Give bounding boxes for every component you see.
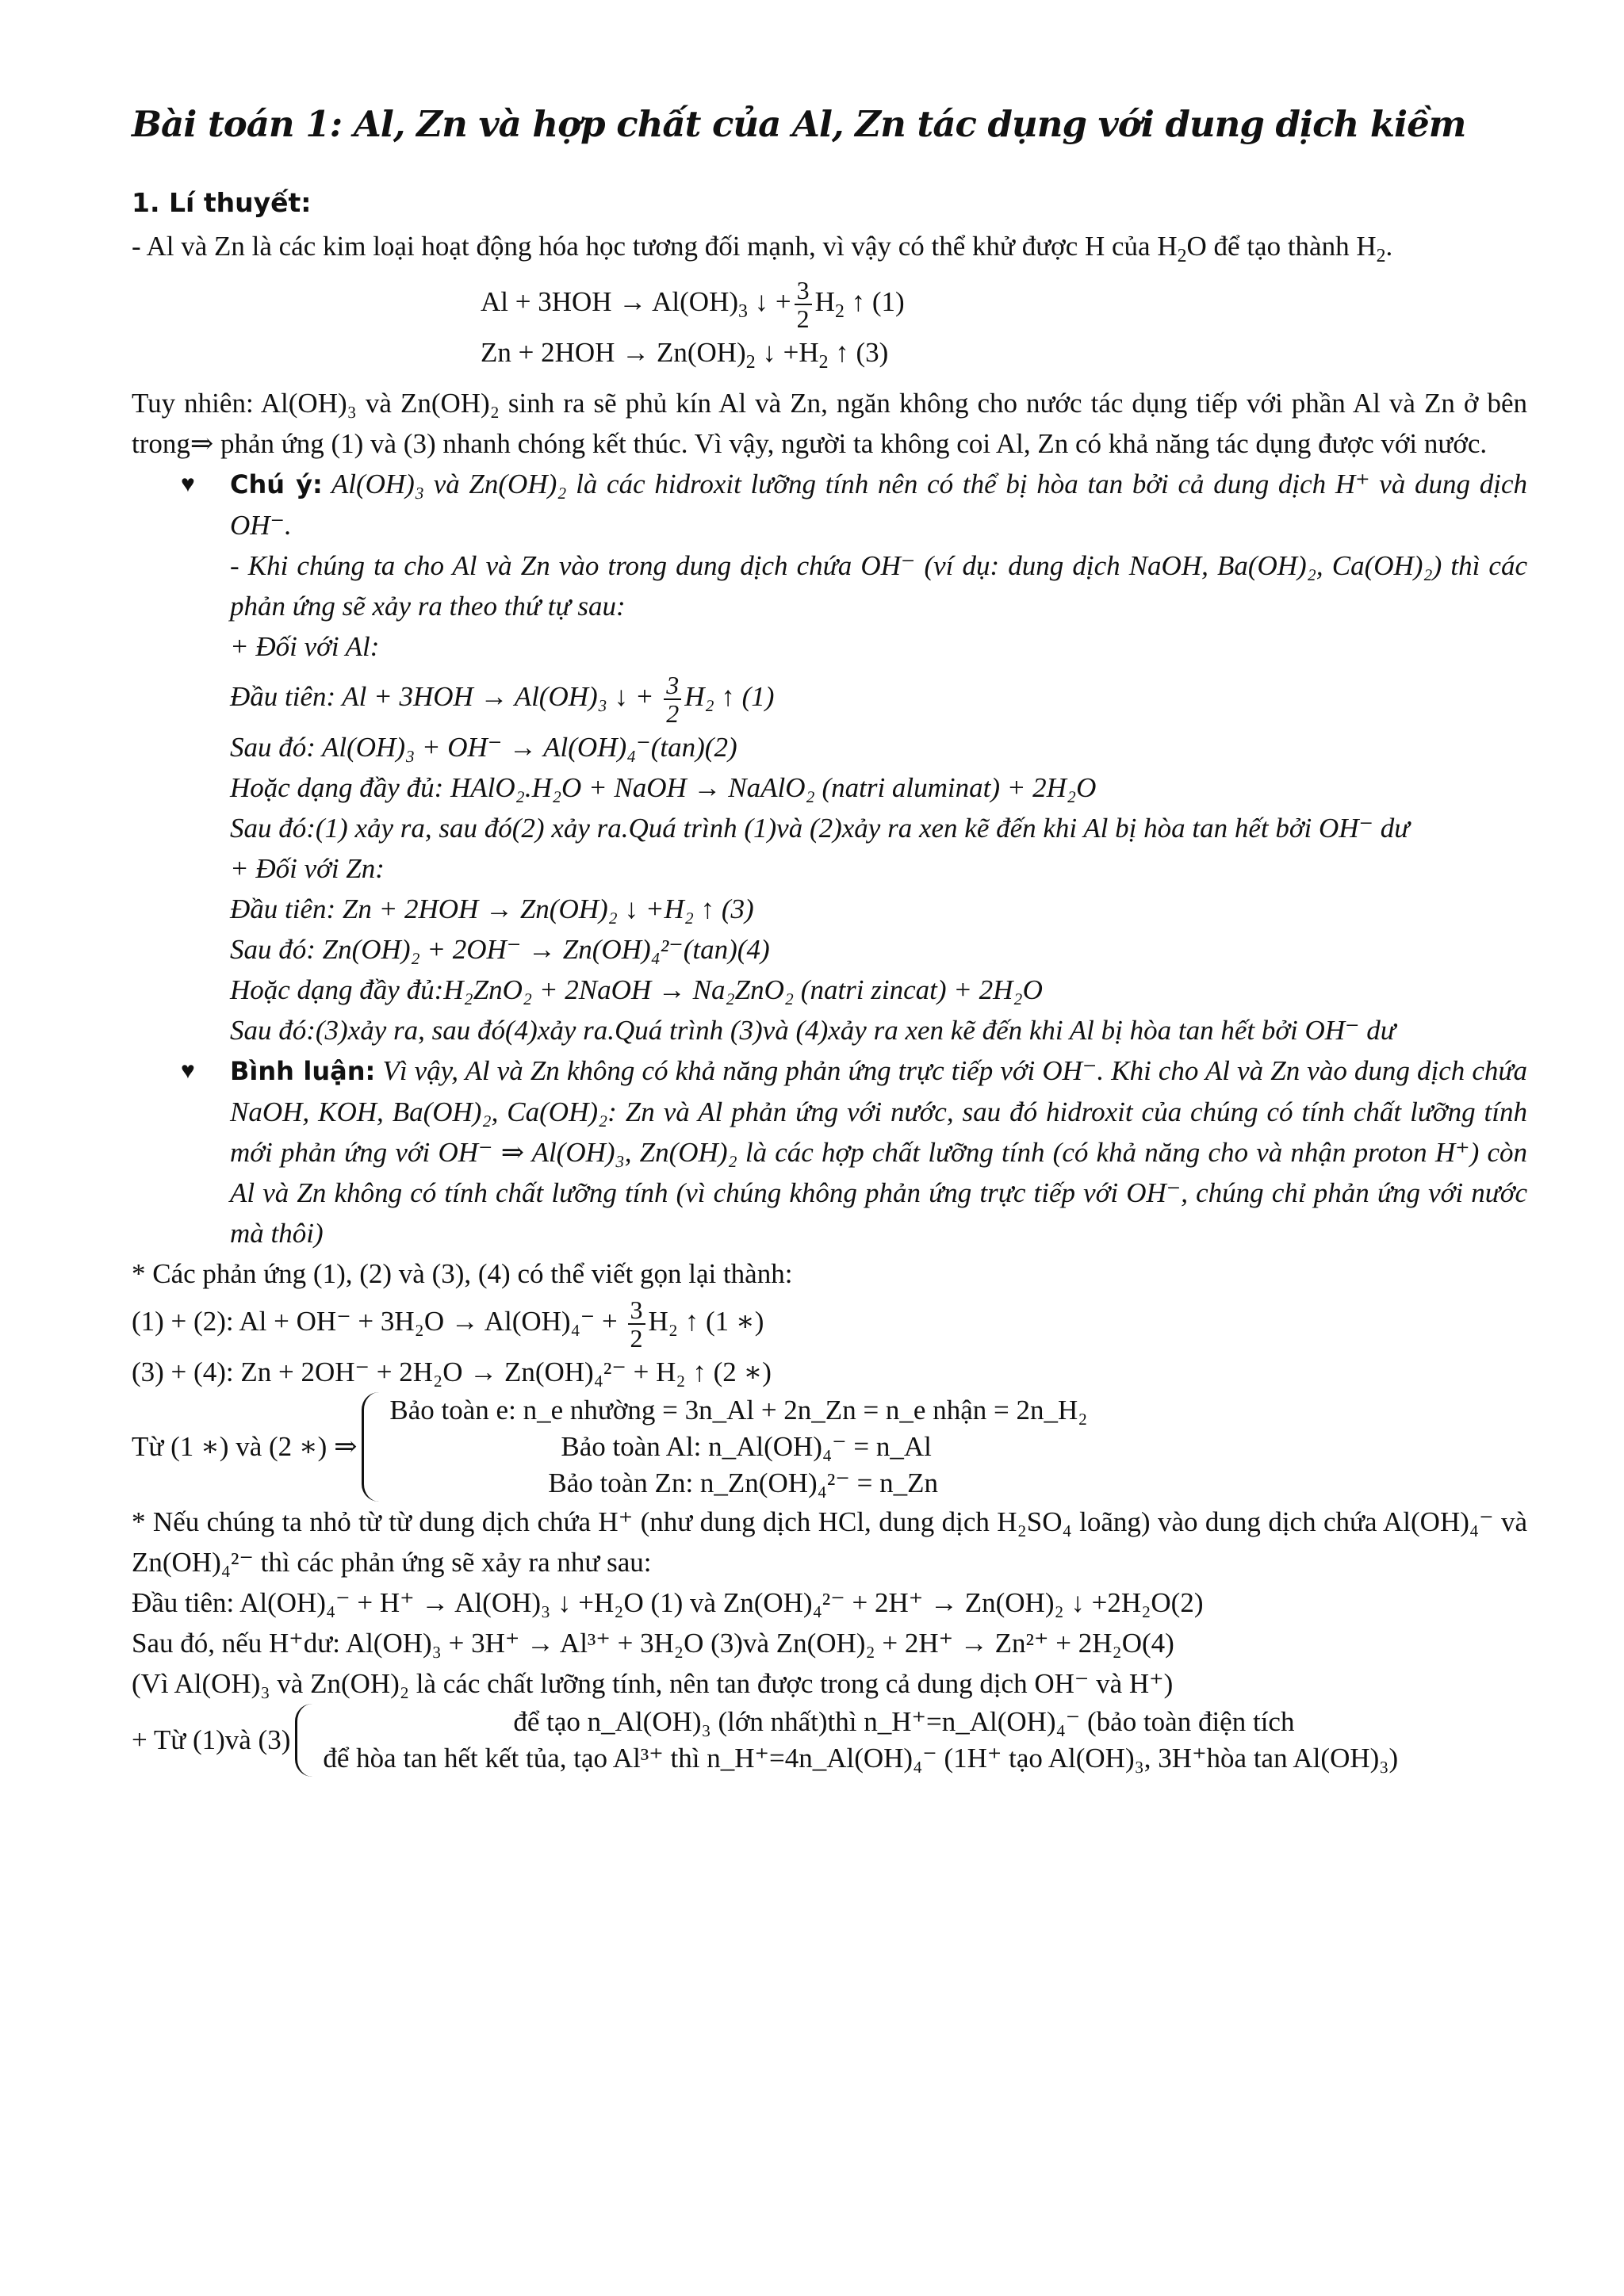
short1-end: H₂ ↑ (1 ∗) — [648, 1306, 764, 1337]
conservation-electron: Bảo toàn e: n_e nhường = 3n_Al + 2n_Zn = n_e nhận = 2n_H₂ — [389, 1395, 1088, 1425]
zn-heading: + Đối với Zn: — [230, 853, 385, 885]
fraction-3-2: $\frac{3}{2}$ — [795, 277, 812, 332]
zn-first-reaction: Đầu tiên: Zn + 2HOH → Zn(OH)₂ ↓ +H₂ ↑ (3) — [230, 894, 754, 925]
fraction-3-2-al: $\frac{3}{2}$ — [664, 672, 681, 727]
conservation-lines — [389, 1392, 1087, 1502]
h-note: (Vì Al(OH)₃ và Zn(OH)₂ là các chất lưỡng tính, nên tan được trong cả dung dịch OH⁻ và H⁺) — [132, 1668, 1174, 1699]
note-text: Al(OH)₃ và Zn(OH)₂ là các hidroxit lưỡng tính nên có thể bị hòa tan bởi cả dung dịch H⁺ và dung dịch OH⁻. — [230, 469, 1528, 541]
left-brace-2 — [295, 1704, 315, 1777]
heart-bullet-icon-2: ♥ — [181, 1058, 195, 1085]
zn-then-reaction: Sau đó: Zn(OH)₂ + 2OH⁻ → Zn(OH)₄²⁻(tan)(4) — [230, 934, 770, 966]
page-title: Bài toán 1: Al, Zn và hợp chất của Al, Zn tác dụng với dung dịch kiềm — [132, 103, 1466, 145]
from-label: Từ (1 ∗) và (2 ∗) ⇒ — [132, 1431, 358, 1462]
intro-text-a: - Al và Zn là các kim loại hoạt động hóa học tương đối mạnh, vì vậy có thể khử được H của H — [132, 231, 1178, 262]
conservation-al: Bảo toàn Al: n_Al(OH)₄⁻ = n_Al — [561, 1431, 932, 1462]
conservation-system — [132, 1392, 1527, 1502]
equation-1: $Al + 3HOH \to Al(OH)_3$ ↓ + $\frac{3}{2}$ $H_2$ ↑ (1) — [481, 276, 905, 333]
short1-text: (1) + (2): Al + OH⁻ + 3H₂O → Al(OH)₄⁻ + — [132, 1306, 625, 1337]
eq3-mid: ↓ +H — [755, 337, 819, 369]
final-lines — [323, 1704, 1398, 1777]
al-first-end: H₂ ↑ (1) — [684, 681, 775, 713]
al-first-text: Đầu tiên: Al + 3HOH → Al(OH)₃ ↓ + — [230, 681, 661, 713]
h-then-reaction: Sau đó, nếu H⁺dư: Al(OH)₃ + 3H⁺ → Al³⁺ + 3H₂O (3)và Zn(OH)₂ + 2H⁺ → Zn²⁺ + 2H₂O(4) — [132, 1628, 1174, 1659]
conservation-zn: Bảo toàn Zn: n_Zn(OH)₄²⁻ = n_Zn — [548, 1468, 938, 1498]
final-line-1: để tạo n_Al(OH)₃ (lớn nhất)thì n_H⁺=n_Al(OH)₄⁻ (bảo toàn điện tích — [513, 1706, 1295, 1737]
note-block — [132, 464, 1527, 545]
final-label: + Từ (1)và (3) — [132, 1724, 291, 1755]
document-page — [132, 103, 1527, 1777]
heart-bullet-icon: ♥ — [181, 471, 195, 498]
note-label: Chú ý: — [230, 469, 323, 500]
final-line-2: để hòa tan hết kết tủa, tạo Al³⁺ thì n_H⁺=4n_Al(OH)₄⁻ (1H⁺ tạo Al(OH)₃, 3H⁺hòa tan Al(OH)₃) — [323, 1743, 1399, 1774]
eq1-end: ↑ (1) — [844, 286, 905, 318]
final-system — [132, 1704, 1527, 1777]
comment-text: Vì vậy, Al và Zn không có khả năng phản ứng trực tiếp với OH⁻. Khi cho Al và Zn vào dung dịch chứa NaOH, KOH, Ba(OH)₂, Ca(OH)₂: Zn và Al phản ứng với nước, sau đó hidroxit của chúng có tính chất lưỡng tính mới phản ứng với OH⁻ ⇒ Al(OH)₃, Zn(OH)₂ là các hợp chất lưỡng tính (có khả năng cho và nhận proton H⁺) còn Al và Zn không có tính chất lưỡng tính (vì chúng không phản ứng trực tiếp với OH⁻, chúng chỉ phản ứng với nước mà thôi) — [230, 1055, 1527, 1249]
intro-line: - Al và Zn là các kim loại hoạt động hóa học tương đối mạnh, vì vậy có thể khử được H của $H_2O$ để tạo thành $H_2$. — [132, 231, 1393, 266]
short-reaction-1 — [132, 1294, 1527, 1352]
short-reaction-2: (3) + (4): Zn + 2OH⁻ + 2H₂O → Zn(OH)₄²⁻ + H₂ ↑ (2 ∗) — [132, 1357, 772, 1387]
al-then-reaction: Sau đó: Al(OH)₃ + OH⁻ → Al(OH)₄⁻(tan)(2) — [230, 732, 737, 763]
note-second: - Khi chúng ta cho Al và Zn vào trong dung dịch chứa OH⁻ (ví dụ: dung dịch NaOH, Ba(OH)₂, Ca(OH)₂) thì các phản ứng sẽ xảy ra theo thứ tự sau: — [230, 550, 1527, 622]
eq3-left: Zn + 2HOH → Zn(OH) — [481, 337, 746, 369]
eq3-end: ↑ (3) — [828, 337, 889, 369]
section-heading: 1. Lí thuyết: — [132, 187, 312, 218]
intro-text-b: O để tạo thành H — [1186, 231, 1377, 262]
eq1-left: Al + 3HOH → Al(OH) — [481, 286, 738, 318]
zn-after-text: Sau đó:(3)xảy ra, sau đó(4)xảy ra.Quá trình (3)và (4)xảy ra xen kẽ đến khi Al bị hòa tan hết bởi OH⁻ dư — [230, 1015, 1396, 1047]
fraction-3-2-short: $\frac{3}{2}$ — [628, 1296, 645, 1352]
short-intro: * Các phản ứng (1), (2) và (3), (4) có thể viết gọn lại thành: — [132, 1258, 793, 1290]
al-after-text: Sau đó:(1) xảy ra, sau đó(2) xảy ra.Quá trình (1)và (2)xảy ra xen kẽ đến khi Al bị hòa tan hết bởi OH⁻ dư — [230, 813, 1410, 844]
paragraph-however: Tuy nhiên: Al(OH)₃ và Zn(OH)₂ sinh ra sẽ phủ kín Al và Zn, ngăn không cho nước tác dụng tiếp với phần Al và Zn ở bên trong⇒ phản ứng (1) và (3) nhanh chóng kết thúc. Vì vậy, người ta không coi Al, Zn có khả năng tác dụng được với nước. — [132, 388, 1527, 460]
h-intro: * Nếu chúng ta nhỏ từ từ dung dịch chứa H⁺ (như dung dịch HCl, dung dịch H₂SO₄ loãng) vào dung dịch chứa Al(OH)₄⁻ và Zn(OH)₄²⁻ thì các phản ứng sẽ xảy ra như sau: — [132, 1506, 1527, 1578]
comment-label: Bình luận: — [230, 1056, 376, 1087]
h-first-reaction: Đầu tiên: Al(OH)₄⁻ + H⁺ → Al(OH)₃ ↓ +H₂O (1) và Zn(OH)₄²⁻ + 2H⁺ → Zn(OH)₂ ↓ +2H₂O(2) — [132, 1587, 1204, 1618]
eq1-right: H — [814, 286, 835, 318]
al-first-reaction — [132, 667, 1527, 727]
comment-block — [132, 1050, 1527, 1253]
left-brace — [362, 1392, 381, 1502]
zn-full-reaction: Hoặc dạng đầy đủ:H₂ZnO₂ + 2NaOH → Na₂ZnO₂ (natri zincat) + 2H₂O — [230, 974, 1043, 1006]
eq1-mid: ↓ + — [747, 286, 791, 318]
al-heading: + Đối với Al: — [230, 631, 380, 663]
equation-3: $Zn + 2HOH \to Zn(OH)_2$ ↓ $+H_2$ ↑ (3) — [481, 337, 889, 373]
al-full-reaction: Hoặc dạng đầy đủ: HAlO₂.H₂O + NaOH → NaAlO₂ (natri aluminat) + 2H₂O — [230, 772, 1097, 804]
